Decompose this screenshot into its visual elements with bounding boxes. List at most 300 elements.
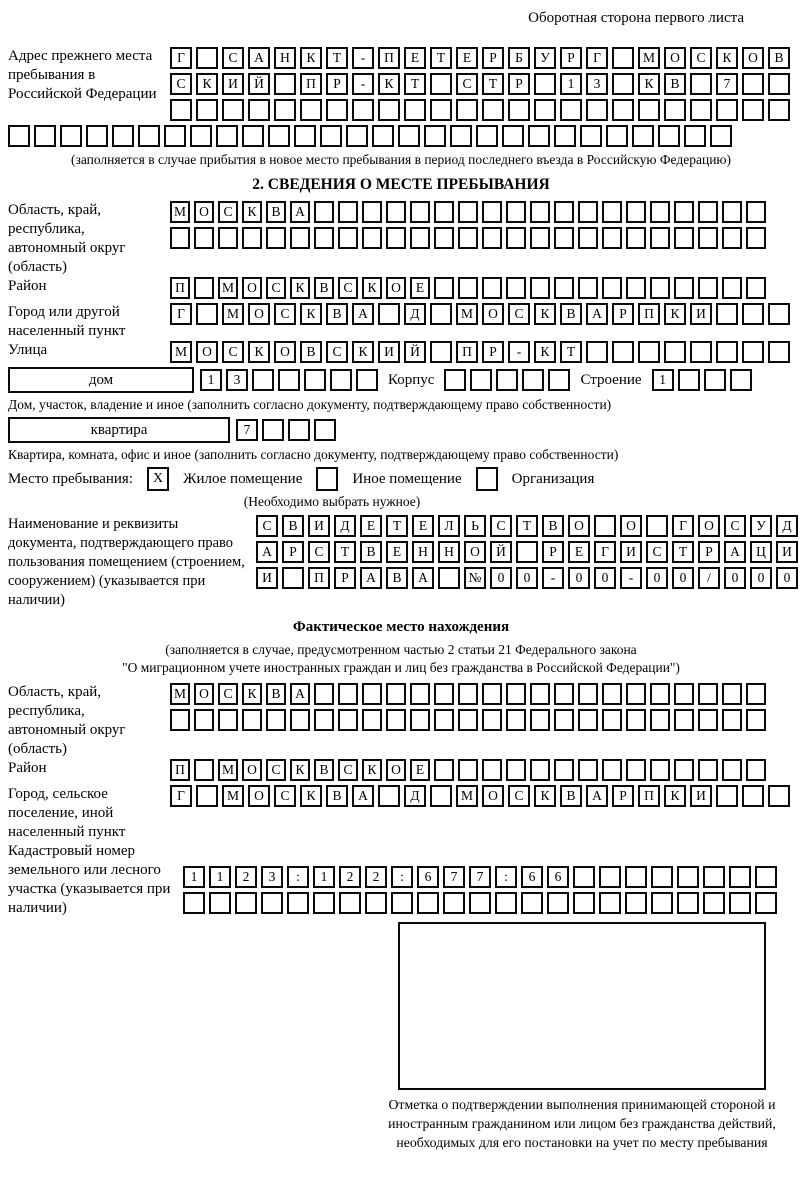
char-cell[interactable] (430, 73, 452, 95)
char-cell[interactable]: А (248, 47, 270, 69)
char-cell[interactable]: Е (410, 759, 430, 781)
char-cell[interactable] (716, 99, 738, 121)
char-cell[interactable] (458, 759, 478, 781)
char-cell[interactable] (578, 759, 598, 781)
char-cell[interactable]: С (456, 73, 478, 95)
char-cell[interactable]: Л (438, 515, 460, 537)
char-cell[interactable] (554, 125, 576, 147)
char-cell[interactable]: Р (482, 47, 504, 69)
char-cell[interactable]: В (560, 785, 582, 807)
char-cell[interactable] (8, 125, 30, 147)
char-cell[interactable]: Р (282, 541, 304, 563)
char-cell[interactable] (404, 99, 426, 121)
char-cell[interactable] (502, 125, 524, 147)
char-cell[interactable] (338, 227, 358, 249)
char-cell[interactable] (386, 683, 406, 705)
char-cell[interactable]: 7 (469, 866, 491, 888)
char-cell[interactable] (314, 419, 336, 441)
char-cell[interactable] (650, 709, 670, 731)
char-cell[interactable]: Е (386, 541, 408, 563)
char-cell[interactable]: О (248, 303, 270, 325)
char-cell[interactable] (248, 99, 270, 121)
char-cell[interactable] (716, 303, 738, 325)
char-cell[interactable] (554, 683, 574, 705)
char-cell[interactable]: 1 (313, 866, 335, 888)
char-cell[interactable]: - (352, 47, 374, 69)
char-cell[interactable]: С (690, 47, 712, 69)
char-cell[interactable]: В (266, 201, 286, 223)
prev-address-row-1[interactable] (170, 47, 790, 69)
char-cell[interactable]: Н (412, 541, 434, 563)
char-cell[interactable] (356, 369, 378, 391)
char-cell[interactable] (482, 227, 502, 249)
char-cell[interactable]: П (300, 73, 322, 95)
char-cell[interactable] (508, 99, 530, 121)
char-cell[interactable] (742, 341, 764, 363)
char-cell[interactable] (626, 709, 646, 731)
cadastre-row-2[interactable] (183, 892, 777, 914)
prev-address-row-4[interactable] (8, 125, 794, 147)
fact-district-row[interactable] (170, 759, 766, 781)
char-cell[interactable]: 2 (339, 866, 361, 888)
char-cell[interactable] (602, 277, 622, 299)
char-cell[interactable] (626, 277, 646, 299)
street-row[interactable] (170, 341, 790, 363)
char-cell[interactable] (362, 227, 382, 249)
char-cell[interactable] (339, 892, 361, 914)
char-cell[interactable]: В (314, 759, 334, 781)
char-cell[interactable]: Д (776, 515, 798, 537)
char-cell[interactable] (626, 759, 646, 781)
char-cell[interactable] (602, 227, 622, 249)
char-cell[interactable]: С (326, 341, 348, 363)
char-cell[interactable] (274, 99, 296, 121)
char-cell[interactable] (410, 227, 430, 249)
char-cell[interactable]: Р (508, 73, 530, 95)
char-cell[interactable] (242, 125, 264, 147)
char-cell[interactable]: 0 (490, 567, 512, 589)
char-cell[interactable]: 3 (261, 866, 283, 888)
char-cell[interactable] (482, 759, 502, 781)
char-cell[interactable] (194, 759, 214, 781)
char-cell[interactable] (287, 892, 309, 914)
char-cell[interactable] (755, 866, 777, 888)
char-cell[interactable]: С (308, 541, 330, 563)
char-cell[interactable] (266, 709, 286, 731)
char-cell[interactable] (482, 277, 502, 299)
char-cell[interactable]: Ь (464, 515, 486, 537)
char-cell[interactable] (530, 683, 550, 705)
char-cell[interactable]: Т (404, 73, 426, 95)
char-cell[interactable]: Е (360, 515, 382, 537)
char-cell[interactable]: Т (326, 47, 348, 69)
char-cell[interactable] (314, 683, 334, 705)
char-cell[interactable]: 3 (586, 73, 608, 95)
char-cell[interactable]: И (378, 341, 400, 363)
char-cell[interactable] (578, 709, 598, 731)
char-cell[interactable] (196, 47, 218, 69)
char-cell[interactable]: М (218, 759, 238, 781)
char-cell[interactable] (534, 73, 556, 95)
char-cell[interactable]: М (170, 201, 190, 223)
char-cell[interactable] (548, 369, 570, 391)
char-cell[interactable] (430, 341, 452, 363)
char-cell[interactable] (768, 303, 790, 325)
korpus-cells[interactable] (444, 369, 570, 391)
char-cell[interactable] (612, 99, 634, 121)
char-cell[interactable]: № (464, 567, 486, 589)
char-cell[interactable] (216, 125, 238, 147)
char-cell[interactable] (410, 683, 430, 705)
char-cell[interactable]: Й (404, 341, 426, 363)
char-cell[interactable] (664, 99, 686, 121)
char-cell[interactable]: 2 (365, 866, 387, 888)
char-cell[interactable] (612, 341, 634, 363)
char-cell[interactable] (716, 785, 738, 807)
char-cell[interactable] (626, 201, 646, 223)
char-cell[interactable]: Г (672, 515, 694, 537)
char-cell[interactable]: Й (248, 73, 270, 95)
char-cell[interactable]: К (362, 759, 382, 781)
char-cell[interactable]: К (716, 47, 738, 69)
char-cell[interactable]: С (256, 515, 278, 537)
char-cell[interactable] (476, 125, 498, 147)
char-cell[interactable]: О (482, 303, 504, 325)
char-cell[interactable] (470, 369, 492, 391)
char-cell[interactable] (730, 369, 752, 391)
char-cell[interactable] (496, 369, 518, 391)
char-cell[interactable] (626, 227, 646, 249)
char-cell[interactable] (698, 227, 718, 249)
char-cell[interactable] (430, 99, 452, 121)
char-cell[interactable] (530, 227, 550, 249)
char-cell[interactable]: 7 (443, 866, 465, 888)
char-cell[interactable] (746, 759, 766, 781)
char-cell[interactable]: 1 (560, 73, 582, 95)
char-cell[interactable] (704, 369, 726, 391)
char-cell[interactable]: К (290, 277, 310, 299)
char-cell[interactable] (262, 419, 284, 441)
char-cell[interactable] (674, 227, 694, 249)
char-cell[interactable] (222, 99, 244, 121)
char-cell[interactable]: Е (456, 47, 478, 69)
char-cell[interactable]: М (222, 785, 244, 807)
char-cell[interactable]: Р (698, 541, 720, 563)
char-cell[interactable] (746, 227, 766, 249)
char-cell[interactable] (300, 99, 322, 121)
char-cell[interactable]: С (508, 785, 530, 807)
char-cell[interactable] (521, 892, 543, 914)
char-cell[interactable] (703, 866, 725, 888)
char-cell[interactable]: В (266, 683, 286, 705)
char-cell[interactable] (352, 99, 374, 121)
char-cell[interactable] (430, 785, 452, 807)
char-cell[interactable]: С (508, 303, 530, 325)
char-cell[interactable] (434, 227, 454, 249)
char-cell[interactable] (703, 892, 725, 914)
char-cell[interactable] (290, 227, 310, 249)
char-cell[interactable]: Ц (750, 541, 772, 563)
char-cell[interactable] (586, 99, 608, 121)
char-cell[interactable]: А (352, 303, 374, 325)
char-cell[interactable] (690, 99, 712, 121)
char-cell[interactable]: М (456, 785, 478, 807)
char-cell[interactable] (170, 99, 192, 121)
char-cell[interactable]: 0 (516, 567, 538, 589)
char-cell[interactable]: М (222, 303, 244, 325)
char-cell[interactable]: 1 (652, 369, 674, 391)
char-cell[interactable]: С (218, 201, 238, 223)
char-cell[interactable] (722, 277, 742, 299)
char-cell[interactable]: - (542, 567, 564, 589)
char-cell[interactable] (664, 341, 686, 363)
char-cell[interactable] (594, 515, 616, 537)
char-cell[interactable] (578, 277, 598, 299)
char-cell[interactable] (674, 709, 694, 731)
char-cell[interactable] (338, 201, 358, 223)
char-cell[interactable]: О (196, 341, 218, 363)
char-cell[interactable] (632, 125, 654, 147)
house-number-cells[interactable] (200, 369, 378, 391)
char-cell[interactable] (506, 709, 526, 731)
char-cell[interactable]: М (638, 47, 660, 69)
district-row[interactable] (170, 277, 766, 299)
char-cell[interactable] (434, 683, 454, 705)
char-cell[interactable] (650, 227, 670, 249)
char-cell[interactable]: Т (672, 541, 694, 563)
char-cell[interactable] (444, 369, 466, 391)
char-cell[interactable]: Р (612, 785, 634, 807)
char-cell[interactable] (438, 567, 460, 589)
char-cell[interactable] (378, 99, 400, 121)
char-cell[interactable]: Г (170, 47, 192, 69)
char-cell[interactable] (650, 201, 670, 223)
char-cell[interactable]: С (266, 277, 286, 299)
char-cell[interactable] (482, 201, 502, 223)
char-cell[interactable] (768, 785, 790, 807)
char-cell[interactable] (458, 201, 478, 223)
char-cell[interactable] (530, 277, 550, 299)
char-cell[interactable] (573, 892, 595, 914)
char-cell[interactable] (674, 683, 694, 705)
char-cell[interactable]: Д (334, 515, 356, 537)
char-cell[interactable]: С (338, 759, 358, 781)
char-cell[interactable] (294, 125, 316, 147)
fact-region-row-2[interactable] (170, 709, 766, 731)
char-cell[interactable] (722, 709, 742, 731)
char-cell[interactable] (638, 341, 660, 363)
char-cell[interactable] (434, 277, 454, 299)
char-cell[interactable] (602, 759, 622, 781)
char-cell[interactable]: С (724, 515, 746, 537)
char-cell[interactable]: Г (586, 47, 608, 69)
char-cell[interactable] (602, 201, 622, 223)
char-cell[interactable] (314, 227, 334, 249)
char-cell[interactable] (495, 892, 517, 914)
char-cell[interactable] (330, 369, 352, 391)
char-cell[interactable]: В (542, 515, 564, 537)
char-cell[interactable] (424, 125, 446, 147)
char-cell[interactable] (288, 419, 310, 441)
char-cell[interactable] (612, 73, 634, 95)
char-cell[interactable] (430, 303, 452, 325)
char-cell[interactable] (678, 369, 700, 391)
char-cell[interactable] (218, 227, 238, 249)
char-cell[interactable] (650, 277, 670, 299)
char-cell[interactable] (194, 277, 214, 299)
apartment-number-cells[interactable] (236, 419, 336, 441)
char-cell[interactable] (674, 759, 694, 781)
char-cell[interactable]: К (378, 73, 400, 95)
cadastre-row-1[interactable] (183, 866, 777, 888)
char-cell[interactable]: 6 (417, 866, 439, 888)
char-cell[interactable] (674, 277, 694, 299)
char-cell[interactable] (456, 99, 478, 121)
char-cell[interactable] (722, 759, 742, 781)
char-cell[interactable]: 0 (646, 567, 668, 589)
char-cell[interactable]: С (274, 785, 296, 807)
char-cell[interactable]: Р (560, 47, 582, 69)
char-cell[interactable] (218, 709, 238, 731)
char-cell[interactable]: С (218, 683, 238, 705)
char-cell[interactable] (60, 125, 82, 147)
char-cell[interactable] (516, 541, 538, 563)
char-cell[interactable]: 7 (236, 419, 258, 441)
char-cell[interactable] (698, 201, 718, 223)
stroenie-cells[interactable] (652, 369, 752, 391)
char-cell[interactable] (722, 683, 742, 705)
char-cell[interactable]: В (314, 277, 334, 299)
char-cell[interactable]: О (664, 47, 686, 69)
char-cell[interactable]: К (196, 73, 218, 95)
char-cell[interactable] (742, 303, 764, 325)
char-cell[interactable]: К (300, 47, 322, 69)
char-cell[interactable] (274, 73, 296, 95)
char-cell[interactable] (34, 125, 56, 147)
char-cell[interactable] (252, 369, 274, 391)
char-cell[interactable] (554, 277, 574, 299)
char-cell[interactable]: П (378, 47, 400, 69)
char-cell[interactable]: 0 (776, 567, 798, 589)
char-cell[interactable] (599, 866, 621, 888)
char-cell[interactable]: Р (482, 341, 504, 363)
char-cell[interactable] (716, 341, 738, 363)
char-cell[interactable]: П (170, 277, 190, 299)
char-cell[interactable] (710, 125, 732, 147)
char-cell[interactable] (650, 759, 670, 781)
char-cell[interactable]: 1 (200, 369, 222, 391)
char-cell[interactable] (528, 125, 550, 147)
char-cell[interactable] (320, 125, 342, 147)
char-cell[interactable]: Е (410, 277, 430, 299)
char-cell[interactable] (729, 866, 751, 888)
char-cell[interactable]: Г (594, 541, 616, 563)
char-cell[interactable] (86, 125, 108, 147)
stay-option-residential-checkbox[interactable]: X (147, 467, 169, 491)
house-box[interactable] (8, 367, 194, 393)
prev-address-row-2[interactable] (170, 73, 790, 95)
char-cell[interactable]: И (222, 73, 244, 95)
char-cell[interactable]: : (287, 866, 309, 888)
char-cell[interactable]: У (534, 47, 556, 69)
char-cell[interactable] (378, 303, 400, 325)
char-cell[interactable]: П (638, 303, 660, 325)
char-cell[interactable] (698, 277, 718, 299)
char-cell[interactable]: А (352, 785, 374, 807)
char-cell[interactable]: Т (334, 541, 356, 563)
char-cell[interactable]: К (534, 341, 556, 363)
char-cell[interactable] (612, 47, 634, 69)
char-cell[interactable] (314, 709, 334, 731)
char-cell[interactable]: Е (404, 47, 426, 69)
char-cell[interactable]: О (386, 759, 406, 781)
char-cell[interactable]: И (690, 785, 712, 807)
char-cell[interactable] (722, 227, 742, 249)
char-cell[interactable]: А (586, 785, 608, 807)
char-cell[interactable] (398, 125, 420, 147)
char-cell[interactable]: - (620, 567, 642, 589)
char-cell[interactable]: - (352, 73, 374, 95)
fact-city-row[interactable] (170, 785, 790, 807)
char-cell[interactable]: / (698, 567, 720, 589)
char-cell[interactable] (196, 785, 218, 807)
char-cell[interactable] (658, 125, 680, 147)
char-cell[interactable]: П (170, 759, 190, 781)
char-cell[interactable] (362, 709, 382, 731)
char-cell[interactable]: Г (170, 785, 192, 807)
char-cell[interactable] (530, 201, 550, 223)
char-cell[interactable] (458, 227, 478, 249)
char-cell[interactable]: : (495, 866, 517, 888)
char-cell[interactable]: О (464, 541, 486, 563)
region-row-1[interactable] (170, 201, 766, 223)
char-cell[interactable]: К (352, 341, 374, 363)
char-cell[interactable]: 7 (716, 73, 738, 95)
char-cell[interactable] (338, 683, 358, 705)
char-cell[interactable] (560, 99, 582, 121)
char-cell[interactable]: С (222, 47, 244, 69)
char-cell[interactable] (684, 125, 706, 147)
char-cell[interactable]: Р (326, 73, 348, 95)
char-cell[interactable] (410, 201, 430, 223)
char-cell[interactable]: О (248, 785, 270, 807)
char-cell[interactable]: Р (612, 303, 634, 325)
char-cell[interactable] (768, 341, 790, 363)
char-cell[interactable] (602, 683, 622, 705)
char-cell[interactable]: В (300, 341, 322, 363)
char-cell[interactable] (482, 683, 502, 705)
char-cell[interactable]: М (456, 303, 478, 325)
char-cell[interactable]: А (586, 303, 608, 325)
char-cell[interactable] (196, 303, 218, 325)
char-cell[interactable]: Н (274, 47, 296, 69)
char-cell[interactable] (138, 125, 160, 147)
char-cell[interactable] (690, 341, 712, 363)
char-cell[interactable] (580, 125, 602, 147)
char-cell[interactable] (282, 567, 304, 589)
char-cell[interactable] (417, 892, 439, 914)
char-cell[interactable]: К (534, 303, 556, 325)
region-row-2[interactable] (170, 227, 766, 249)
char-cell[interactable] (746, 201, 766, 223)
char-cell[interactable]: О (568, 515, 590, 537)
char-cell[interactable]: О (194, 683, 214, 705)
char-cell[interactable] (506, 227, 526, 249)
char-cell[interactable] (625, 866, 647, 888)
char-cell[interactable] (268, 125, 290, 147)
document-row-1[interactable] (256, 515, 798, 537)
char-cell[interactable]: 0 (724, 567, 746, 589)
